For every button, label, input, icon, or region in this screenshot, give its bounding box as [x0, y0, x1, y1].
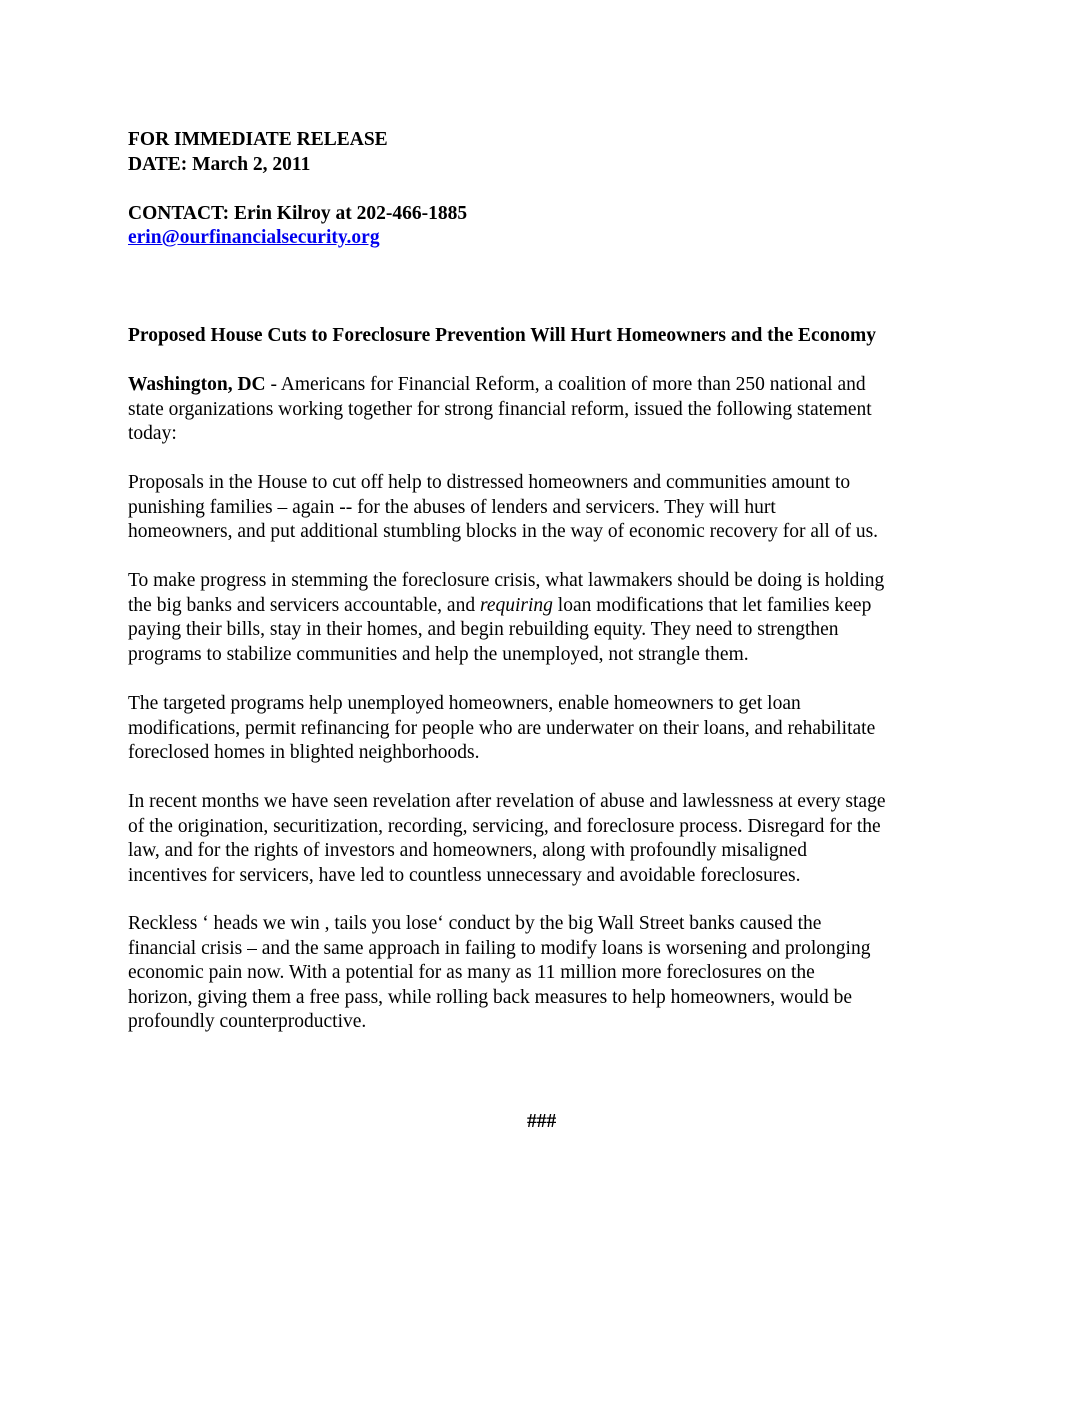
paragraph-line: To make progress in stemming the foreclosure crisis, what lawmakers should be doing is holding — [128, 570, 885, 591]
release-header — [128, 128, 968, 251]
paragraph-line: of the origination, securitization, recording, servicing, and foreclosure process. Disregard for the — [128, 815, 881, 837]
release-label: FOR IMMEDIATE RELEASE — [128, 129, 388, 150]
paragraph-line: paying their bills, stay in their homes, and begin rebuilding equity. They need to strengthen — [128, 619, 839, 640]
body-paragraph-1 — [128, 471, 968, 545]
paragraph-line: The targeted programs help unemployed homeowners, enable homeowners to get loan — [128, 693, 801, 714]
paragraph-line: incentives for servicers, have led to countless unnecessary and avoidable foreclosures. — [128, 864, 801, 886]
paragraph-line: punishing families – again -- for the abuses of lenders and servicers. They will hurt — [128, 496, 776, 518]
paragraph-line: In recent months we have seen revelation after revelation of abuse and lawlessness at every stage — [128, 791, 886, 812]
body-paragraph-5 — [128, 912, 968, 1035]
intro-paragraph — [128, 373, 968, 447]
body-paragraph-2 — [128, 569, 968, 667]
paragraph-line — [128, 594, 968, 619]
paragraph-line: horizon, giving them a free pass, while rolling back measures to help homeowners, would be — [128, 986, 853, 1008]
paragraph-line: modifications, permit refinancing for people who are underwater on their loans, and rehabilitate — [128, 717, 876, 739]
paragraph-line: financial crisis – and the same approach in failing to modify loans is worsening and prolonging — [128, 937, 871, 959]
header-spacer — [128, 177, 968, 202]
paragraph-text: the big banks and servicers accountable, and — [128, 594, 480, 616]
release-date: DATE: March 2, 2011 — [128, 153, 311, 175]
paragraph-line: profoundly counterproductive. — [128, 1011, 367, 1032]
body-paragraph-4 — [128, 790, 968, 888]
press-headline: Proposed House Cuts to Foreclosure Prevention Will Hurt Homeowners and the Economy — [128, 325, 877, 346]
intro-text: - Americans for Financial Reform, a coalition of more than 250 national and — [265, 374, 866, 395]
intro-line: today: — [128, 423, 177, 444]
paragraph-line: homeowners, and put additional stumbling blocks in the way of economic recovery for all of us. — [128, 521, 879, 542]
dateline: Washington, DC — [128, 374, 266, 395]
paragraph-line: law, and for the rights of investors and homeowners, along with profoundly misaligned — [128, 840, 807, 861]
emphasis-word: requiring — [479, 594, 553, 616]
paragraph-line: Proposals in the House to cut off help to distressed homeowners and communities amount to — [128, 472, 851, 493]
paragraph-text: loan modifications that let families keep — [552, 594, 872, 616]
paragraph-line: foreclosed homes in blighted neighborhoods. — [128, 742, 480, 763]
contact-email-link[interactable]: erin@ourfinancialsecurity.org — [128, 227, 380, 248]
intro-line: state organizations working together for strong financial reform, issued the following statement — [128, 398, 872, 420]
paragraph-line: programs to stabilize communities and help the unemployed, not strangle them. — [128, 643, 749, 665]
body-paragraph-3 — [128, 692, 968, 766]
contact-line: CONTACT: Erin Kilroy at 202-466-1885 — [128, 202, 468, 224]
paragraph-line: economic pain now. With a potential for as many as 11 million more foreclosures on the — [128, 962, 815, 983]
end-of-release-mark: ### — [527, 1111, 557, 1132]
paragraph-line: Reckless ‘ heads we win , tails you lose‘ conduct by the big Wall Street banks caused the — [128, 913, 822, 934]
intro-line — [128, 373, 968, 398]
